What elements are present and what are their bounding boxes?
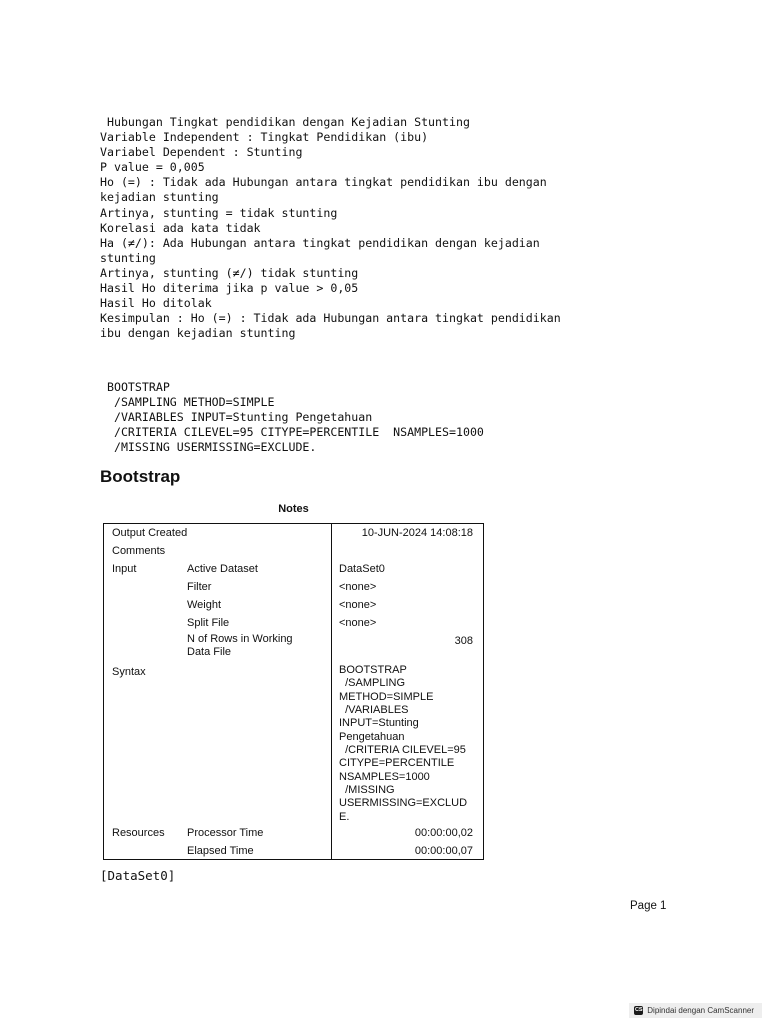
syntax-line: /MISSING USERMISSING=EXCLUDE.	[100, 440, 317, 455]
syntax-line: /VARIABLES INPUT=Stunting Pengetahuan	[100, 410, 373, 425]
processor-time-value: 00:00:00,02	[414, 827, 473, 839]
camscanner-icon: CS	[634, 1007, 643, 1013]
analysis-note-line: Kesimpulan : Ho (=) : Tidak ada Hubungan antara tingkat pendidikan	[100, 311, 561, 326]
syntax-line: /CRITERIA CILEVEL=95 CITYPE=PERCENTILE NSAMPLES=1000	[100, 425, 484, 440]
analysis-note-line: stunting	[100, 250, 156, 265]
n-rows-label: N of Rows in Working Data File	[187, 633, 293, 658]
syntax-line: /SAMPLING METHOD=SIMPLE	[100, 395, 275, 410]
output-created-label: Output Created	[112, 527, 188, 539]
elapsed-time-value: 00:00:00,07	[414, 845, 473, 857]
section-heading: Bootstrap	[100, 467, 181, 486]
page-number: Page 1	[630, 900, 667, 912]
weight-label: Weight	[187, 599, 222, 611]
filter-label: Filter	[187, 581, 212, 593]
resources-label: Resources	[112, 827, 165, 839]
syntax-value: BOOTSTRAP /SAMPLING METHOD=SIMPLE /VARIABLES INPUT=Stunting Pengetahuan /CRITERIA CILEVEL=95 CITYPE=PERCENTILE NSAMPLES=1000 /MISSING USERMISSING=EXCLUD E.	[339, 664, 468, 823]
syntax-line: BOOTSTRAP	[100, 380, 170, 394]
syntax-label: Syntax	[112, 666, 146, 678]
camscanner-label: Dipindai dengan CamScanner	[647, 1006, 754, 1015]
bootstrap-syntax-block	[100, 380, 484, 455]
analysis-note-line: Korelasi ada kata tidak	[100, 220, 261, 235]
analysis-note-line: Ha (≠/): Ada Hubungan antara tingkat pendidikan dengan kejadian	[100, 235, 540, 250]
output-created-value: 10-JUN-2024 14:08:18	[361, 527, 473, 539]
camscanner-watermark	[629, 1003, 762, 1018]
analysis-note-line: kejadian stunting	[100, 190, 219, 205]
dataset-tag: [DataSet0]	[100, 868, 176, 883]
active-dataset-label: Active Dataset	[187, 563, 258, 575]
analysis-note-line: Artinya, stunting (≠/) tidak stunting	[100, 265, 359, 280]
analysis-note-line: Artinya, stunting = tidak stunting	[100, 205, 338, 220]
split-file-value: <none>	[339, 617, 377, 629]
active-dataset-value: DataSet0	[339, 563, 385, 575]
analysis-note-line: Hasil Ho diterima jika p value > 0,05	[100, 281, 359, 296]
notes-table-caption: Notes	[278, 503, 309, 515]
notes-table-column-divider	[331, 524, 332, 859]
filter-value: <none>	[339, 581, 377, 593]
analysis-note-line: Variable Independent : Tingkat Pendidikan (ibu)	[100, 130, 429, 145]
analysis-note-line: P value = 0,005	[100, 160, 205, 175]
analysis-note-line: Hasil Ho ditolak	[100, 296, 212, 311]
notes-table	[103, 523, 484, 860]
analysis-note-line: ibu dengan kejadian stunting	[100, 326, 296, 341]
split-file-label: Split File	[187, 617, 230, 629]
input-label: Input	[112, 563, 137, 575]
analysis-notes	[100, 115, 561, 341]
analysis-note-line: Variabel Dependent : Stunting	[100, 145, 303, 160]
n-rows-value: 308	[454, 635, 473, 647]
elapsed-time-label: Elapsed Time	[187, 845, 254, 857]
processor-time-label: Processor Time	[187, 827, 264, 839]
comments-label: Comments	[112, 545, 166, 557]
analysis-note-line: Ho (=) : Tidak ada Hubungan antara tingkat pendidikan ibu dengan	[100, 175, 547, 190]
weight-value: <none>	[339, 599, 377, 611]
analysis-note-line: Hubungan Tingkat pendidikan dengan Kejadian Stunting	[100, 115, 470, 129]
